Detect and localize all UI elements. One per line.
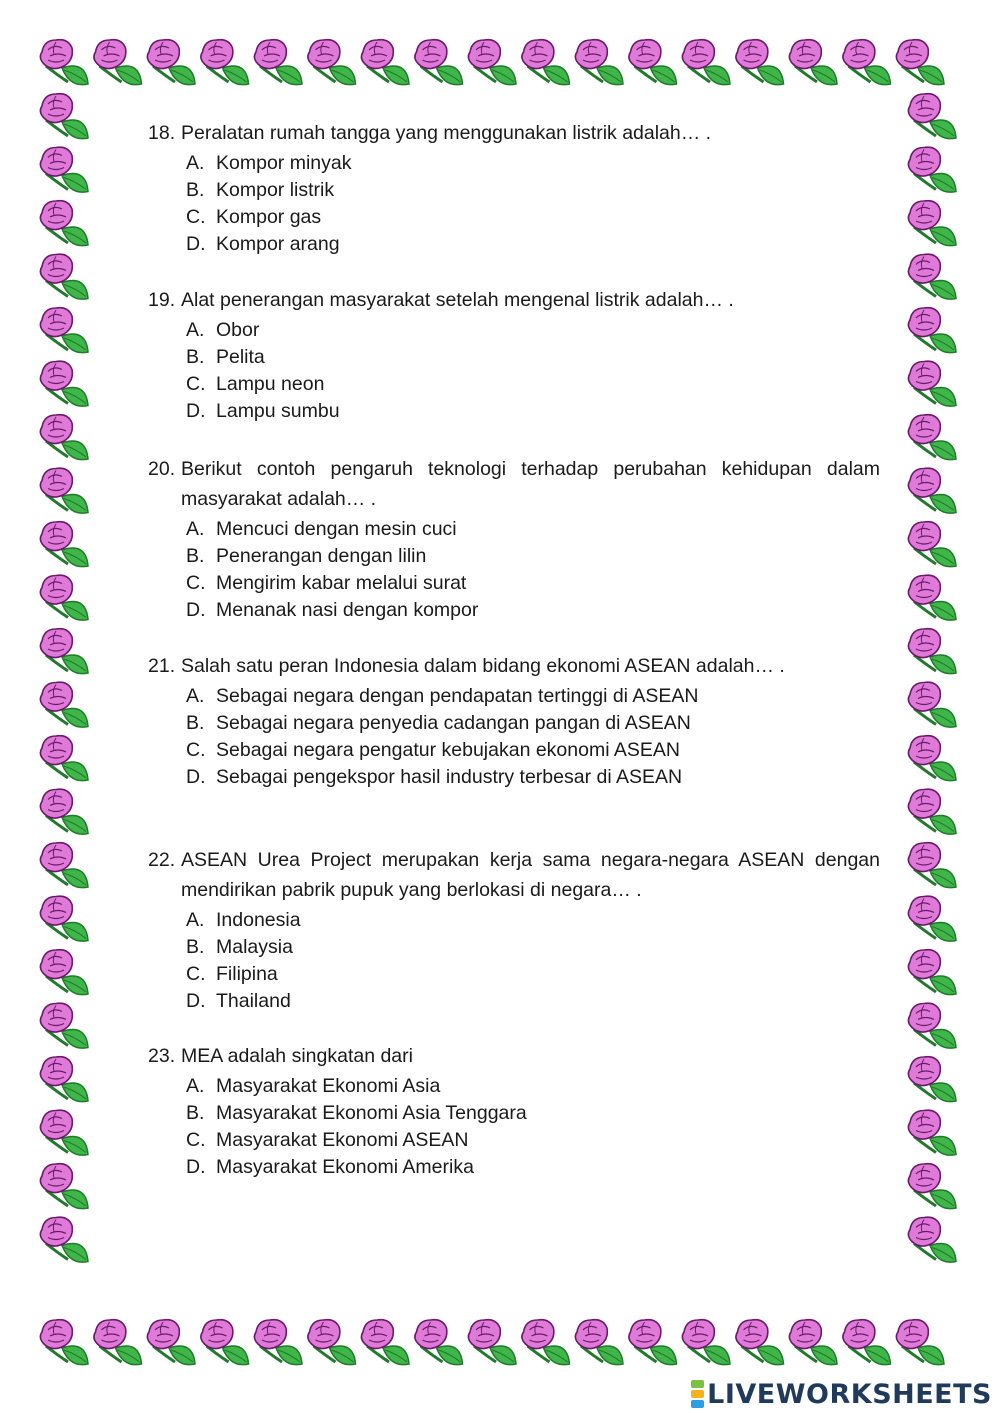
rose-icon <box>40 361 88 406</box>
option-text: Obor <box>216 319 260 341</box>
option-letter: B. <box>186 545 205 567</box>
rose-icon <box>522 40 570 85</box>
rose-icon <box>908 843 956 888</box>
question-22 <box>148 845 880 1015</box>
rose-icon <box>629 40 677 85</box>
rose-icon <box>575 1320 623 1365</box>
option-text: Malaysia <box>216 936 293 958</box>
option-letter: B. <box>186 1102 205 1124</box>
rose-icon <box>908 896 956 941</box>
option-text: Masyarakat Ekonomi Amerika <box>216 1156 474 1178</box>
rose-icon <box>40 40 88 85</box>
rose-icon <box>682 1320 730 1365</box>
option-letter: A. <box>186 518 205 540</box>
option-letter: C. <box>186 1129 206 1151</box>
rose-icon <box>94 40 142 85</box>
option-a[interactable] <box>186 516 880 543</box>
rose-icon <box>40 415 88 460</box>
option-letter: D. <box>186 400 206 422</box>
question-number: 21. <box>148 655 176 677</box>
option-b[interactable] <box>186 177 880 204</box>
rose-icon <box>908 415 956 460</box>
option-letter: B. <box>186 936 205 958</box>
rose-icon <box>415 40 463 85</box>
question-text: Peralatan rumah tangga yang menggunakan listrik adalah… . <box>181 122 712 144</box>
rose-icon <box>908 736 956 781</box>
rose-icon <box>908 789 956 834</box>
options-list <box>148 516 880 624</box>
question-number: 19. <box>148 289 176 311</box>
rose-icon <box>40 147 88 192</box>
option-b[interactable] <box>186 934 880 961</box>
liveworksheets-brand[interactable] <box>691 1379 992 1409</box>
option-text: Kompor minyak <box>216 152 352 174</box>
options-list <box>148 317 880 425</box>
option-d[interactable] <box>186 231 880 258</box>
brand-name: LIVEWORKSHEETS <box>707 1378 992 1410</box>
rose-icon <box>908 1110 956 1155</box>
rose-icon <box>908 468 956 513</box>
rose-icon <box>40 575 88 620</box>
options-list <box>148 150 880 258</box>
option-letter: B. <box>186 712 205 734</box>
rose-icon <box>40 308 88 353</box>
option-text: Menanak nasi dengan kompor <box>216 599 479 621</box>
question-18 <box>148 118 880 258</box>
rose-icon <box>908 1164 956 1209</box>
rose-icon <box>468 1320 516 1365</box>
worksheet-content <box>148 118 880 1181</box>
question-20 <box>148 454 880 624</box>
rose-icon <box>40 94 88 139</box>
option-letter: A. <box>186 319 205 341</box>
question-number: 22. <box>148 849 176 871</box>
option-text: Thailand <box>216 990 291 1012</box>
option-a[interactable] <box>186 683 880 710</box>
rose-icon <box>736 1320 784 1365</box>
rose-icon <box>201 1320 249 1365</box>
option-d[interactable] <box>186 1154 880 1181</box>
option-letter: C. <box>186 373 206 395</box>
rose-icon <box>908 254 956 299</box>
options-list <box>148 683 880 791</box>
rose-icon <box>40 789 88 834</box>
rose-icon <box>147 1320 195 1365</box>
rose-icon <box>908 361 956 406</box>
option-text: Sebagai pengekspor hasil industry terbesar di ASEAN <box>216 766 683 788</box>
option-text: Kompor arang <box>216 233 340 255</box>
rose-icon <box>908 629 956 674</box>
option-text: Sebagai negara dengan pendapatan tertinggi di ASEAN <box>216 685 699 707</box>
option-d[interactable] <box>186 988 880 1015</box>
option-text: Sebagai negara penyedia cadangan pangan di ASEAN <box>216 712 691 734</box>
option-a[interactable] <box>186 907 880 934</box>
rose-icon <box>843 40 891 85</box>
option-c[interactable] <box>186 204 880 231</box>
rose-icon <box>908 201 956 246</box>
option-d[interactable] <box>186 764 880 791</box>
option-letter: C. <box>186 206 206 228</box>
liveworksheets-logo-icon <box>691 1379 704 1409</box>
option-c[interactable] <box>186 737 880 764</box>
option-text: Masyarakat Ekonomi Asia Tenggara <box>216 1102 527 1124</box>
option-letter: B. <box>186 346 205 368</box>
rose-icon <box>908 1217 956 1262</box>
rose-icon <box>908 682 956 727</box>
option-a[interactable] <box>186 150 880 177</box>
question-21 <box>148 651 880 791</box>
option-text: Mencuci dengan mesin cuci <box>216 518 457 540</box>
option-letter: C. <box>186 572 206 594</box>
option-text: Masyarakat Ekonomi ASEAN <box>216 1129 469 1151</box>
option-letter: A. <box>186 685 205 707</box>
rose-icon <box>522 1320 570 1365</box>
option-b[interactable] <box>186 344 880 371</box>
question-number: 20. <box>148 458 176 480</box>
rose-icon <box>908 1003 956 1048</box>
rose-icon <box>575 40 623 85</box>
rose-icon <box>896 40 944 85</box>
option-text: Lampu sumbu <box>216 400 340 422</box>
rose-icon <box>40 201 88 246</box>
rose-icon <box>254 40 302 85</box>
option-b[interactable] <box>186 710 880 737</box>
option-text: Mengirim kabar melalui surat <box>216 572 467 594</box>
rose-icon <box>908 950 956 995</box>
rose-icon <box>40 468 88 513</box>
rose-icon <box>40 522 88 567</box>
question-text: MEA adalah singkatan dari <box>181 1045 413 1067</box>
rose-icon <box>40 1164 88 1209</box>
rose-icon <box>896 1320 944 1365</box>
rose-icon <box>736 40 784 85</box>
question-number: 23. <box>148 1045 176 1067</box>
option-text: Masyarakat Ekonomi Asia <box>216 1075 441 1097</box>
rose-icon <box>308 40 356 85</box>
option-letter: D. <box>186 990 206 1012</box>
option-d[interactable] <box>186 597 880 624</box>
rose-icon <box>629 1320 677 1365</box>
option-letter: A. <box>186 152 205 174</box>
option-b[interactable] <box>186 543 880 570</box>
rose-icon <box>40 682 88 727</box>
option-b[interactable] <box>186 1100 880 1127</box>
options-list <box>148 1073 880 1181</box>
rose-icon <box>254 1320 302 1365</box>
option-letter: C. <box>186 739 206 761</box>
rose-icon <box>361 1320 409 1365</box>
rose-icon <box>789 1320 837 1365</box>
rose-icon <box>908 522 956 567</box>
rose-icon <box>40 736 88 781</box>
question-text: Alat penerangan masyarakat setelah mengenal listrik adalah… . <box>181 289 734 311</box>
rose-icon <box>40 1057 88 1102</box>
option-letter: A. <box>186 1075 205 1097</box>
rose-icon <box>908 575 956 620</box>
option-text: Kompor gas <box>216 206 322 228</box>
option-c[interactable] <box>186 1127 880 1154</box>
rose-icon <box>40 1110 88 1155</box>
option-c[interactable] <box>186 961 880 988</box>
option-text: Kompor listrik <box>216 179 335 201</box>
rose-icon <box>789 40 837 85</box>
option-a[interactable] <box>186 1073 880 1100</box>
option-a[interactable] <box>186 317 880 344</box>
rose-icon <box>94 1320 142 1365</box>
rose-icon <box>908 1057 956 1102</box>
option-c[interactable] <box>186 371 880 398</box>
rose-icon <box>682 40 730 85</box>
option-letter: D. <box>186 599 206 621</box>
rose-icon <box>40 1003 88 1048</box>
rose-icon <box>40 950 88 995</box>
rose-icon <box>361 40 409 85</box>
option-letter: A. <box>186 909 205 931</box>
option-text: Penerangan dengan lilin <box>216 545 427 567</box>
question-19 <box>148 285 880 425</box>
option-letter: D. <box>186 766 206 788</box>
option-c[interactable] <box>186 570 880 597</box>
option-letter: B. <box>186 179 205 201</box>
options-list <box>148 907 880 1015</box>
rose-icon <box>40 1320 88 1365</box>
option-text: Lampu neon <box>216 373 325 395</box>
question-number: 18. <box>148 122 176 144</box>
rose-icon <box>147 40 195 85</box>
rose-icon <box>40 896 88 941</box>
option-text: Filipina <box>216 963 278 985</box>
rose-icon <box>308 1320 356 1365</box>
rose-icon <box>415 1320 463 1365</box>
option-text: Sebagai negara pengatur kebujakan ekonomi ASEAN <box>216 739 680 761</box>
question-text: ASEAN Urea Project merupakan kerja sama negara-negara ASEAN dengan mendirikan pabrik pupuk yang berlokasi di negara… . <box>181 849 880 901</box>
option-letter: D. <box>186 233 206 255</box>
question-text: Berikut contoh pengaruh teknologi terhadap perubahan kehidupan dalam masyarakat adalah… . <box>181 458 880 510</box>
option-letter: C. <box>186 963 206 985</box>
question-23 <box>148 1041 880 1181</box>
rose-icon <box>201 40 249 85</box>
question-text: Salah satu peran Indonesia dalam bidang ekonomi ASEAN adalah… . <box>181 655 785 677</box>
rose-icon <box>40 843 88 888</box>
option-d[interactable] <box>186 398 880 425</box>
rose-icon <box>468 40 516 85</box>
rose-icon <box>908 94 956 139</box>
rose-icon <box>40 254 88 299</box>
option-letter: D. <box>186 1156 206 1178</box>
rose-icon <box>908 147 956 192</box>
option-text: Indonesia <box>216 909 301 931</box>
rose-icon <box>843 1320 891 1365</box>
rose-icon <box>40 1217 88 1262</box>
rose-icon <box>908 308 956 353</box>
rose-icon <box>40 629 88 674</box>
option-text: Pelita <box>216 346 265 368</box>
